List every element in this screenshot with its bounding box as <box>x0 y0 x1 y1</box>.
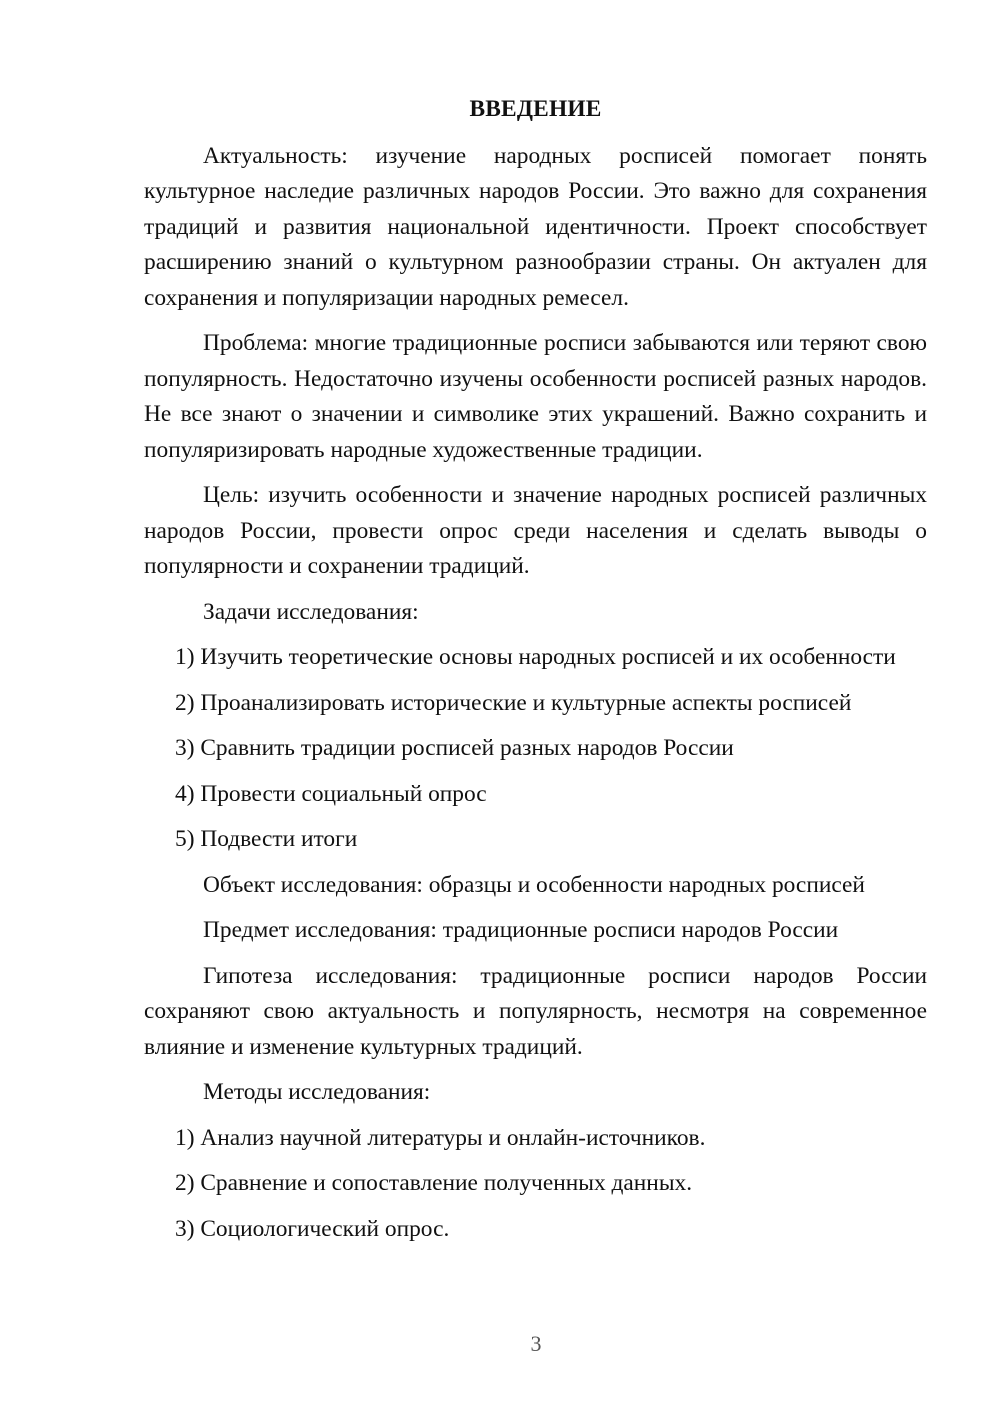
tasks-title: Задачи исследования: <box>203 598 419 625</box>
task-item: 5) Подвести итоги <box>175 826 358 852</box>
task-item: 2) Проанализировать исторические и культурные аспекты росписей <box>175 689 852 716</box>
research-object: Объект исследования: образцы и особенности народных росписей <box>203 871 865 898</box>
task-item: 3) Сравнить традиции росписей разных народов России <box>175 735 734 761</box>
task-item: 4) Провести социальный опрос <box>175 780 487 807</box>
task-item: 1) Изучить теоретические основы народных росписей и их особенности <box>175 644 896 670</box>
research-subject: Предмет исследования: традиционные росписи народов России <box>203 917 839 943</box>
page-number: 3 <box>530 1331 542 1356</box>
goal-paragraph: Цель: изучить особенности и значение народных росписей различных народов России, провести опрос среди населения и сделать выводы о популярности и сохранении традиций. <box>144 482 927 579</box>
research-hypothesis: Гипотеза исследования: традиционные росписи народов России сохраняют свою актуальность и популярность, несмотря на современное влияние и изменение культурных традиций. <box>144 962 927 1060</box>
method-item: 2) Сравнение и сопоставление полученных данных. <box>175 1170 693 1196</box>
document-page <box>144 92 927 1257</box>
methods-title: Методы исследования: <box>203 1079 431 1105</box>
relevance-paragraph: Актуальность: изучение народных росписей помогает понять культурное наследие различных народов России. Это важно для сохранения традиций и развития национальной идентичности. Проект способствует расширению знаний о культурном разнообразии страны. Он актуален для сохранения и популяризации народных ремесел. <box>144 142 927 311</box>
method-item: 1) Анализ научной литературы и онлайн-источников. <box>175 1124 706 1151</box>
method-item: 3) Социологический опрос. <box>175 1215 450 1242</box>
section-heading: ВВЕДЕНИЕ <box>469 96 602 122</box>
problem-paragraph: Проблема: многие традиционные росписи забываются или теряют свою популярность. Недостаточно изучены особенности росписей разных народов. Не все знают о значении и символике этих украшений. Важно сохранить и популяризировать народные художественные традиции. <box>144 330 927 463</box>
